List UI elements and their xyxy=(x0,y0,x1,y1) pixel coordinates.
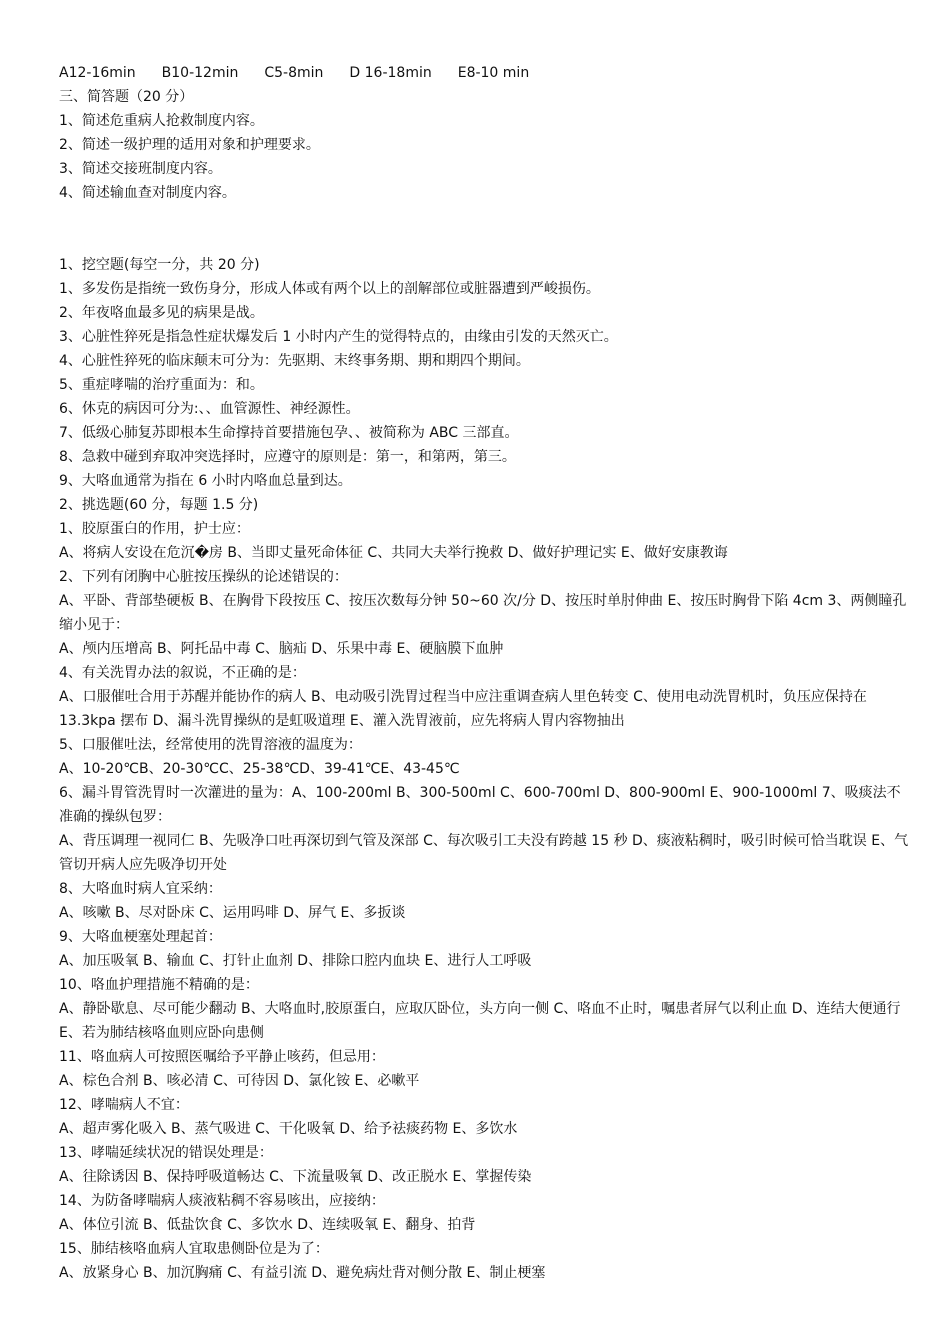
option-d: D 16-18min xyxy=(349,65,432,81)
block2-line: 3、心脏性猝死是指急性症状爆发后 1 小时内产生的觉得特点的，由缘由引发的天然灭亡。 xyxy=(59,329,618,345)
block2-line: 11、咯血病人可按照医嘱给予平静止咳药，但忌用： xyxy=(59,1049,385,1065)
block2-line: 12、哮喘病人不宜： xyxy=(59,1097,189,1113)
block1-line: 2、简述一级护理的适用对象和护理要求。 xyxy=(59,137,320,153)
block2-line: A、咳嗽 B、尽对卧床 C、运用吗啡 D、屏气 E、多扳谈 xyxy=(59,905,406,921)
block2-line: 4、心脏性猝死的临床颠末可分为：先驱期、末终事务期、期和期四个期间。 xyxy=(59,353,530,369)
block2-line: A、10-20℃B、20-30℃C、25-38℃D、39-41℃E、43-45℃ xyxy=(59,761,460,777)
block2-line: A、加压吸氧 B、输血 C、打针止血剂 D、排除口腔内血块 E、进行人工呼吸 xyxy=(59,953,532,969)
block1-line: 3、简述交接班制度内容。 xyxy=(59,161,222,177)
block1-line: 4、简述输血查对制度内容。 xyxy=(59,185,236,201)
block2-line: A、体位引流 B、低盐饮食 C、多饮水 D、连续吸氧 E、翻身、拍背 xyxy=(59,1217,476,1233)
block2-line: 2、挑选题(60 分，每题 1.5 分) xyxy=(59,497,259,513)
block2-line: A、颅内压增高 B、阿托品中毒 C、脑疝 D、乐果中毒 E、硬脑膜下血肿 xyxy=(59,641,504,657)
block2-line: A、棕色合剂 B、咳必清 C、可待因 D、氯化铵 E、必嗽平 xyxy=(59,1073,420,1089)
block2-line: 13、哮喘延续状况的错误处理是： xyxy=(59,1145,273,1161)
block2-line: A、将病人安设在危沉�房 B、当即丈量死命体征 C、共同大夫举行挽救 D、做好护理记实 E、做好安康教诲 xyxy=(59,545,728,561)
block2-line: A、平卧、背部垫硬板 B、在胸骨下段按压 C、按压次数每分钟 50~60 次/分 D、按压时单肘伸曲 E、按压时胸骨下陷 4cm 3、两侧瞳孔缩小见于： xyxy=(59,593,907,633)
option-e: E8-10 min xyxy=(457,65,530,81)
block2-line: 2、下列有闭胸中心脏按压操纵的论述错误的： xyxy=(59,569,348,585)
block2-line: 5、重症哮喘的治疗重面为：和。 xyxy=(59,377,264,393)
block2-line: 1、挖空题(每空一分，共 20 分) xyxy=(59,257,260,273)
block2-line: A、放紧身心 B、加沉胸痛 C、有益引流 D、避免病灶背对侧分散 E、制止梗塞 xyxy=(59,1265,546,1281)
block2-line: 14、为防备哮喘病人痰液粘稠不容易咳出，应接纳： xyxy=(59,1193,385,1209)
block2-line: 9、大咯血通常为指在 6 小时内咯血总量到达。 xyxy=(59,473,352,489)
block2-line: 6、休克的病因可分为:、、血管源性、神经源性。 xyxy=(59,401,360,417)
block2-line: 1、胶原蛋白的作用，护士应： xyxy=(59,521,250,537)
block2-line: A、静卧歇息、尽可能少翻动 B、大咯血时,胶原蛋白，应取仄卧位，头方向一侧 C、咯血不止时，嘱患者屏气以利止血 D、连结大便通行 E、若为肺结核咯血则应卧向患侧 xyxy=(59,1001,901,1041)
block2-line: 15、肺结核咯血病人宜取患侧卧位是为了： xyxy=(59,1241,329,1257)
exam-section xyxy=(59,253,910,1285)
block2-line: 10、咯血护理措施不精确的是： xyxy=(59,977,259,993)
block1-line: 1、简述危重病人抢救制度内容。 xyxy=(59,113,264,129)
block2-line: 6、漏斗胃管洗胃时一次灌进的量为：A、100-200ml B、300-500ml C、600-700ml D、800-900ml E、900-1000ml 7、吸痰法不准确的操纵包罗： xyxy=(59,785,901,825)
block2-line: A、口服催吐合用于苏醒并能协作的病人 B、电动吸引洗胃过程当中应注重调查病人里色转变 C、使用电动洗胃机时，负压应保持在 13.3kpa 摆布 D、漏斗洗胃操纵的是虹吸道理 E、灌入洗胃液前，应先将病人胃内容物抽出 xyxy=(59,689,867,729)
block2-line: 1、多发伤是指统一致伤身分，形成人体或有两个以上的剖解部位或脏器遭到严峻损伤。 xyxy=(59,281,600,297)
block2-line: 7、低级心肺复苏即根本生命撑持首要措施包孕、、被简称为 ABC 三部直。 xyxy=(59,425,519,441)
option-c: C5-8min xyxy=(264,65,324,81)
option-b: B10-12min xyxy=(161,65,239,81)
section-gap xyxy=(59,205,910,253)
block2-line: A、超声雾化吸入 B、蒸气吸进 C、干化吸氧 D、给予祛痰药物 E、多饮水 xyxy=(59,1121,518,1137)
block2-line: 9、大咯血梗塞处理起首： xyxy=(59,929,222,945)
block2-line: A、背压调理一视同仁 B、先吸净口吐再深切到气管及深部 C、每次吸引工夫没有跨越 15 秒 D、痰液粘稠时，吸引时候可恰当耽误 E、气管切开病人应先吸净切开处 xyxy=(59,833,909,873)
block2-line: 5、口服催吐法，经常使用的洗胃溶液的温度为： xyxy=(59,737,362,753)
block2-line: 8、急救中碰到弃取冲突选择时，应遵守的原则是：第一，和第两，第三。 xyxy=(59,449,516,465)
block2-line: 2、年夜咯血最多见的病果是战。 xyxy=(59,305,264,321)
option-row xyxy=(59,61,910,85)
block2-line: A、往除诱因 B、保持呼吸道畅达 C、下流量吸氧 D、改正脱水 E、掌握传染 xyxy=(59,1169,532,1185)
block2-line: 8、大咯血时病人宜采纳： xyxy=(59,881,222,897)
block1-line: 三、简答题（20 分） xyxy=(59,89,194,105)
option-a: A12-16min xyxy=(59,65,136,81)
short-answer-section xyxy=(59,85,910,205)
block2-line: 4、有关洗胃办法的叙说，不正确的是： xyxy=(59,665,306,681)
